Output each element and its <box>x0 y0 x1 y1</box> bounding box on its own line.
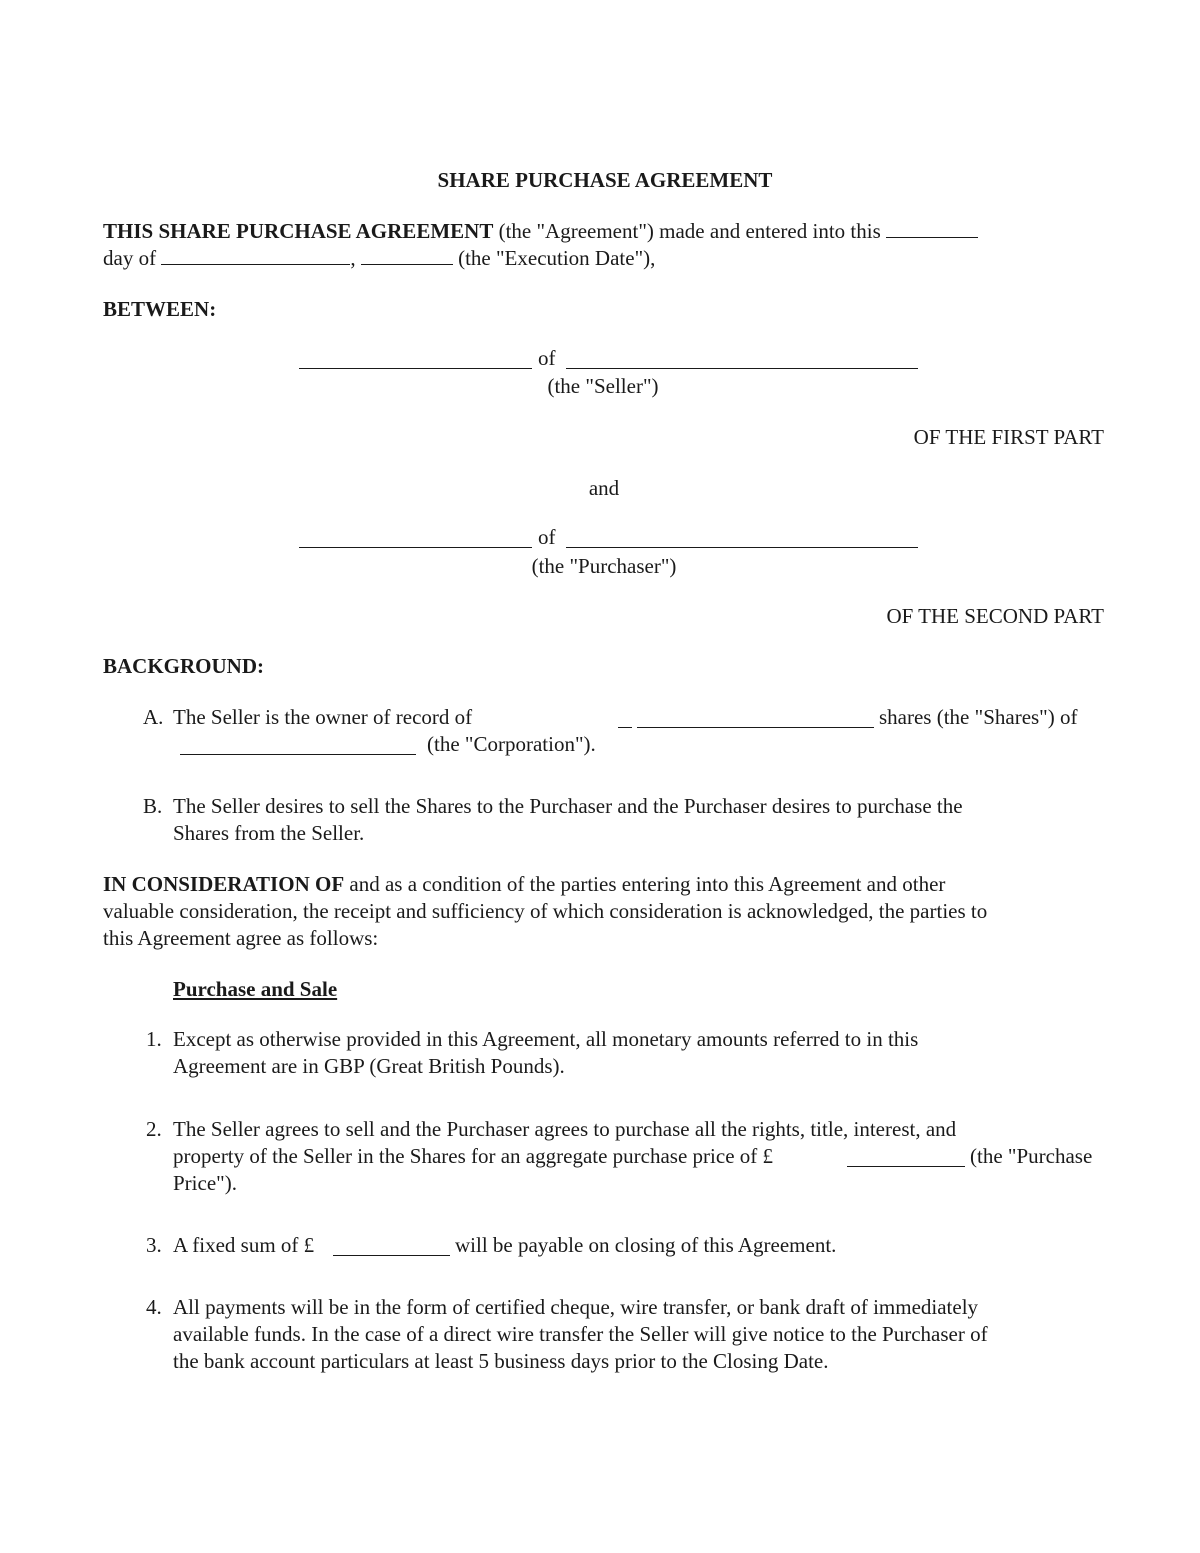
purchaser-label: (the "Purchaser") <box>531 554 677 578</box>
intro-text-b: (the "Execution Date"), <box>458 246 656 270</box>
seller-label: (the "Seller") <box>547 374 659 398</box>
document-title: SHARE PURCHASE AGREEMENT <box>437 168 773 192</box>
seller-name-blank <box>299 368 532 369</box>
background-heading: BACKGROUND: <box>103 654 264 678</box>
purchaser-name-blank <box>299 547 532 548</box>
consideration-line-2: valuable consideration, the receipt and sufficiency of which consideration is acknowledged, the parties to <box>103 899 988 923</box>
intro-line-1 <box>103 218 978 245</box>
seller-address-blank <box>566 368 918 369</box>
clause-4-line-2: available funds. In the case of a direct wire transfer the Seller will give notice to the Purchaser of <box>173 1322 988 1346</box>
intro-line-2: day of , (the "Execution Date"), <box>103 246 656 270</box>
consideration-text-1: and as a condition of the parties entering into this Agreement and other <box>349 872 946 896</box>
clause-3-text-b: will be payable on closing of this Agreement. <box>455 1233 837 1257</box>
between-heading: BETWEEN: <box>103 297 217 321</box>
clause-4-line-3: the bank account particulars at least 5 business days prior to the Closing Date. <box>173 1349 829 1373</box>
background-a-marker: A. <box>143 705 164 729</box>
purchase-price-blank <box>847 1166 965 1167</box>
and-word: and <box>588 476 620 500</box>
clause-3-marker: 3. <box>146 1233 162 1257</box>
clause-1-marker: 1. <box>146 1027 162 1051</box>
clause-2-line-1: The Seller agrees to sell and the Purchaser agrees to purchase all the rights, title, interest, and <box>173 1117 957 1141</box>
background-b-line-1: The Seller desires to sell the Shares to the Purchaser and the Purchaser desires to purchase the <box>173 794 963 818</box>
intro-bold-lead: THIS SHARE PURCHASE AGREEMENT <box>103 219 494 243</box>
clause-4-marker: 4. <box>146 1295 162 1319</box>
background-b-marker: B. <box>143 794 163 818</box>
clause-1-line-1: Except as otherwise provided in this Agreement, all monetary amounts referred to in this <box>173 1027 919 1051</box>
execution-day-blank <box>886 236 978 238</box>
background-b-line-2: Shares from the Seller. <box>173 821 365 845</box>
consideration-line-1 <box>103 871 945 898</box>
second-part-label: OF THE SECOND PART <box>886 604 1104 628</box>
clause-2-line-3: Price"). <box>173 1171 237 1195</box>
intro-day-of: day of <box>103 246 157 270</box>
clause-2-line-2-b: (the "Purchase <box>970 1144 1093 1168</box>
first-part-label: OF THE FIRST PART <box>913 425 1104 449</box>
consideration-bold-lead: IN CONSIDERATION OF <box>103 872 345 896</box>
clause-4-line-1: All payments will be in the form of certified cheque, wire transfer, or bank draft of immediately <box>173 1295 979 1319</box>
purchaser-of: of <box>538 525 556 549</box>
consideration-line-3: this Agreement agree as follows: <box>103 926 379 950</box>
execution-year-blank <box>361 263 453 265</box>
background-a-short-blank <box>618 727 632 728</box>
share-count-blank <box>637 727 874 728</box>
seller-of: of <box>538 346 556 370</box>
clause-1-line-2: Agreement are in GBP (Great British Pounds). <box>173 1054 565 1078</box>
corporation-name-blank <box>180 754 416 755</box>
background-a-text-1: The Seller is the owner of record of <box>173 705 473 729</box>
fixed-sum-blank <box>333 1255 450 1256</box>
clause-3-text-a: A fixed sum of £ <box>173 1233 315 1257</box>
clause-2-marker: 2. <box>146 1117 162 1141</box>
execution-month-blank <box>161 263 350 265</box>
background-a-text-3: (the "Corporation"). <box>427 732 596 756</box>
purchaser-address-blank <box>566 547 918 548</box>
intro-text-a: (the "Agreement") made and entered into this <box>498 219 881 243</box>
background-a-text-2: shares (the "Shares") of <box>879 705 1078 729</box>
clause-2-line-2-a: property of the Seller in the Shares for an aggregate purchase price of £ <box>173 1144 774 1168</box>
section-heading-purchase-and-sale: Purchase and Sale <box>173 977 338 1001</box>
